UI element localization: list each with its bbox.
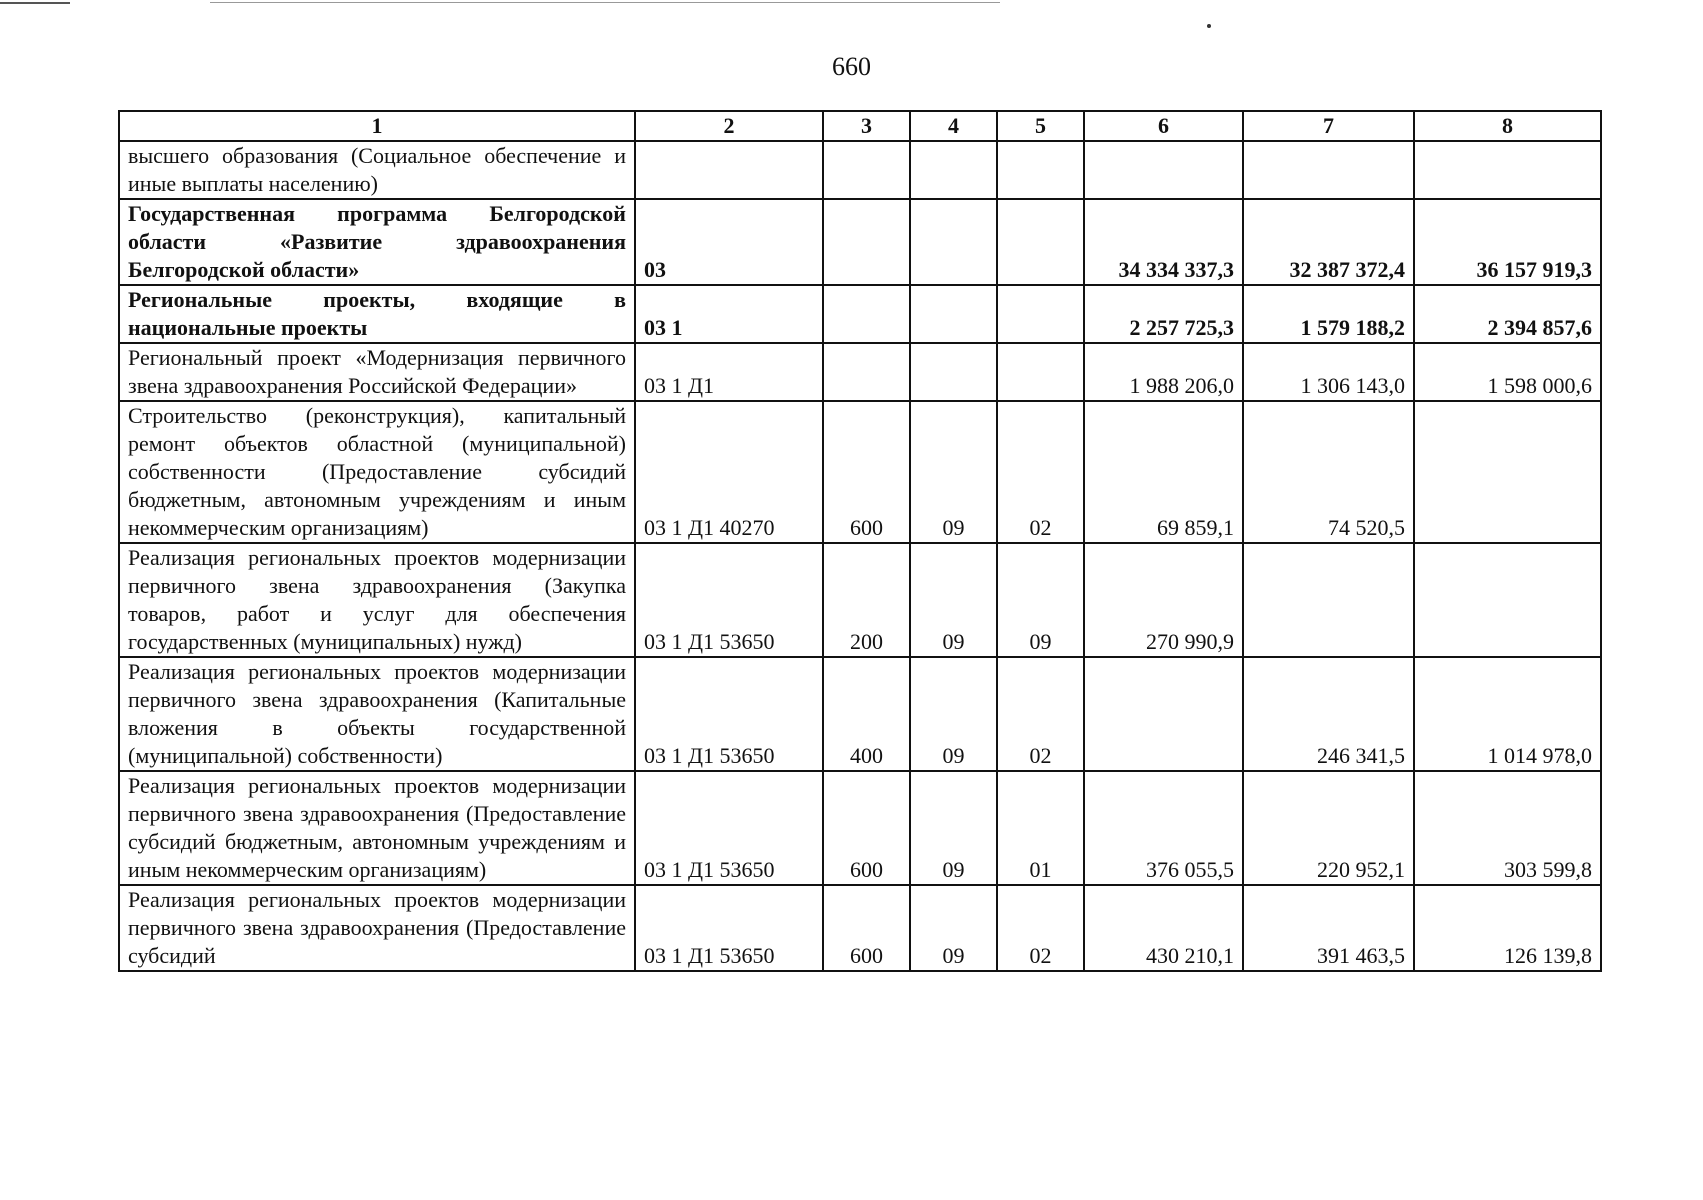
page-number: 660 xyxy=(832,52,871,81)
row-col8-amount xyxy=(1414,141,1601,199)
row-col7-amount: 391 463,5 xyxy=(1243,885,1414,971)
row-col4-cell: 09 xyxy=(910,885,997,971)
table-row xyxy=(119,343,1601,401)
row-col7-amount: 1 306 143,0 xyxy=(1243,343,1414,401)
row-col4-cell: 09 xyxy=(910,657,997,771)
row-code-cell: 03 1 Д1 53650 xyxy=(635,771,823,885)
column-header: 5 xyxy=(997,111,1084,141)
column-header: 8 xyxy=(1414,111,1601,141)
column-header: 7 xyxy=(1243,111,1414,141)
row-col4-cell xyxy=(910,285,997,343)
row-col4-cell: 09 xyxy=(910,543,997,657)
table-row xyxy=(119,885,1601,971)
row-col6-amount: 376 055,5 xyxy=(1084,771,1243,885)
row-name-cell: Реализация региональных проектов модернизации первичного звена здравоохранения (Капитальные вложения в объекты государственной (муниципальной) собственности) xyxy=(119,657,635,771)
row-col5-cell: 02 xyxy=(997,657,1084,771)
row-col4-cell: 09 xyxy=(910,401,997,543)
row-name-cell: Реализация региональных проектов модернизации первичного звена здравоохранения (Предоставление субсидий бюджетным, автономным учреждениям и иным некоммерческим организациям) xyxy=(119,771,635,885)
column-header: 4 xyxy=(910,111,997,141)
column-header: 6 xyxy=(1084,111,1243,141)
row-col3-cell xyxy=(823,285,910,343)
row-col4-cell xyxy=(910,141,997,199)
row-col6-amount: 430 210,1 xyxy=(1084,885,1243,971)
row-col8-amount: 126 139,8 xyxy=(1414,885,1601,971)
row-col8-amount xyxy=(1414,543,1601,657)
row-col3-cell: 600 xyxy=(823,401,910,543)
row-col5-cell xyxy=(997,141,1084,199)
scan-edge-line xyxy=(0,2,70,4)
row-col6-amount: 69 859,1 xyxy=(1084,401,1243,543)
scan-edge-line xyxy=(210,2,1000,3)
table-row xyxy=(119,543,1601,657)
row-name-cell: высшего образования (Социальное обеспечение и иные выплаты населению) xyxy=(119,141,635,199)
row-col5-cell xyxy=(997,199,1084,285)
column-header: 2 xyxy=(635,111,823,141)
table-row xyxy=(119,199,1601,285)
row-code-cell xyxy=(635,141,823,199)
row-col5-cell: 09 xyxy=(997,543,1084,657)
row-name-cell: Региональные проекты, входящие в национальные проекты xyxy=(119,285,635,343)
row-col8-amount xyxy=(1414,401,1601,543)
row-col8-amount: 2 394 857,6 xyxy=(1414,285,1601,343)
row-code-cell: 03 1 Д1 40270 xyxy=(635,401,823,543)
row-col3-cell: 400 xyxy=(823,657,910,771)
row-col6-amount: 34 334 337,3 xyxy=(1084,199,1243,285)
row-code-cell: 03 1 Д1 xyxy=(635,343,823,401)
row-col3-cell xyxy=(823,199,910,285)
row-col7-amount xyxy=(1243,543,1414,657)
row-col4-cell xyxy=(910,199,997,285)
row-col6-amount xyxy=(1084,657,1243,771)
table-row xyxy=(119,771,1601,885)
row-col6-amount: 2 257 725,3 xyxy=(1084,285,1243,343)
row-col3-cell xyxy=(823,343,910,401)
row-col4-cell xyxy=(910,343,997,401)
row-col7-amount: 220 952,1 xyxy=(1243,771,1414,885)
row-col7-amount: 246 341,5 xyxy=(1243,657,1414,771)
row-col7-amount xyxy=(1243,141,1414,199)
row-name-cell: Реализация региональных проектов модернизации первичного звена здравоохранения (Предоставление субсидий xyxy=(119,885,635,971)
table-row xyxy=(119,285,1601,343)
row-code-cell: 03 1 xyxy=(635,285,823,343)
row-col5-cell: 01 xyxy=(997,771,1084,885)
table-body xyxy=(119,141,1601,971)
table-row xyxy=(119,657,1601,771)
column-header: 3 xyxy=(823,111,910,141)
row-name-cell: Региональный проект «Модернизация первичного звена здравоохранения Российской Федерации» xyxy=(119,343,635,401)
row-name-cell: Государственная программа Белгородской области «Развитие здравоохранения Белгородской области» xyxy=(119,199,635,285)
row-col3-cell: 600 xyxy=(823,771,910,885)
row-code-cell: 03 1 Д1 53650 xyxy=(635,543,823,657)
row-code-cell: 03 xyxy=(635,199,823,285)
row-col3-cell: 600 xyxy=(823,885,910,971)
table-header-row xyxy=(119,111,1601,141)
row-col6-amount xyxy=(1084,141,1243,199)
row-col8-amount: 303 599,8 xyxy=(1414,771,1601,885)
row-col4-cell: 09 xyxy=(910,771,997,885)
row-col3-cell xyxy=(823,141,910,199)
scan-speck xyxy=(1207,24,1211,28)
row-code-cell: 03 1 Д1 53650 xyxy=(635,885,823,971)
row-col6-amount: 1 988 206,0 xyxy=(1084,343,1243,401)
row-col7-amount: 32 387 372,4 xyxy=(1243,199,1414,285)
row-col8-amount: 1 014 978,0 xyxy=(1414,657,1601,771)
row-col3-cell: 200 xyxy=(823,543,910,657)
table-row xyxy=(119,141,1601,199)
row-col8-amount: 1 598 000,6 xyxy=(1414,343,1601,401)
row-col5-cell: 02 xyxy=(997,885,1084,971)
row-name-cell: Реализация региональных проектов модернизации первичного звена здравоохранения (Закупка товаров, работ и услуг для обеспечения государственных (муниципальных) нужд) xyxy=(119,543,635,657)
row-col8-amount: 36 157 919,3 xyxy=(1414,199,1601,285)
row-col7-amount: 74 520,5 xyxy=(1243,401,1414,543)
table-row xyxy=(119,401,1601,543)
budget-table xyxy=(118,110,1602,972)
row-col5-cell xyxy=(997,343,1084,401)
row-col5-cell xyxy=(997,285,1084,343)
column-header: 1 xyxy=(119,111,635,141)
row-code-cell: 03 1 Д1 53650 xyxy=(635,657,823,771)
row-col7-amount: 1 579 188,2 xyxy=(1243,285,1414,343)
row-col6-amount: 270 990,9 xyxy=(1084,543,1243,657)
row-col5-cell: 02 xyxy=(997,401,1084,543)
row-name-cell: Строительство (реконструкция), капитальный ремонт объектов областной (муниципальной) собственности (Предоставление субсидий бюджетным, автономным учреждениям и иным некоммерческим организациям) xyxy=(119,401,635,543)
